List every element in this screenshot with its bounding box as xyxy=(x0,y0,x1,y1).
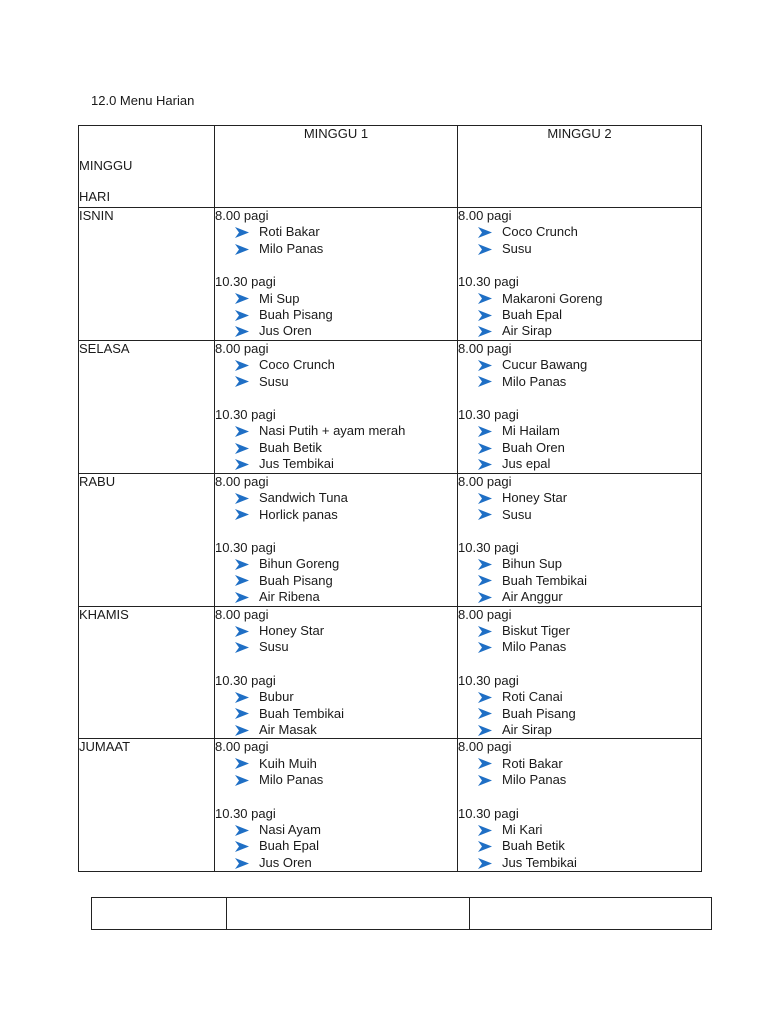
menu-item-label: Bihun Goreng xyxy=(259,556,340,572)
menu-item-label: Jus Tembikai xyxy=(259,456,334,472)
menu-item-label: Susu xyxy=(259,373,289,389)
week1-meal-cell xyxy=(215,606,458,739)
arrow-bullet-icon xyxy=(235,376,249,387)
menu-item-label: Biskut Tiger xyxy=(502,622,570,638)
menu-item-label: Roti Bakar xyxy=(259,224,320,240)
menu-item-label: Air Masak xyxy=(259,721,317,737)
empty-cell xyxy=(92,898,227,929)
menu-item-label: Milo Panas xyxy=(259,772,324,788)
menu-item-label: Buah Oren xyxy=(502,439,565,455)
menu-item-label: Buah Tembikai xyxy=(259,705,345,721)
menu-item-label: Milo Panas xyxy=(259,240,324,256)
day-row xyxy=(79,473,702,606)
menu-item-label: Bihun Sup xyxy=(502,556,562,572)
arrow-bullet-icon xyxy=(235,227,249,238)
week1-meal-cell xyxy=(215,340,458,473)
menu-item-label: Jus Oren xyxy=(259,854,312,870)
arrow-bullet-icon xyxy=(235,360,249,371)
menu-item-label: Air Sirap xyxy=(502,721,552,737)
arrow-bullet-icon xyxy=(235,626,249,637)
arrow-bullet-icon xyxy=(478,575,492,586)
menu-item xyxy=(458,291,701,307)
menu-item xyxy=(458,639,701,655)
menu-item-label: Jus Oren xyxy=(259,323,312,339)
menu-item xyxy=(458,224,701,240)
menu-item-label: Kuih Muih xyxy=(259,755,317,771)
menu-item xyxy=(458,589,701,605)
menu-item xyxy=(458,440,701,456)
menu-item xyxy=(458,855,701,871)
menu-item xyxy=(458,838,701,854)
day-name: KHAMIS xyxy=(79,606,215,739)
meal-time: 8.00 pagi xyxy=(215,606,269,622)
arrow-bullet-icon xyxy=(478,293,492,304)
menu-item-label: Honey Star xyxy=(259,622,325,638)
menu-item xyxy=(458,822,701,838)
arrow-bullet-icon xyxy=(235,708,249,719)
meal-time: 10.30 pagi xyxy=(215,672,276,688)
arrow-bullet-icon xyxy=(235,310,249,321)
menu-item xyxy=(215,423,457,439)
header-row xyxy=(79,126,702,208)
menu-table xyxy=(78,125,702,872)
meal-time: 10.30 pagi xyxy=(215,407,276,423)
menu-item-label: Coco Crunch xyxy=(259,357,335,373)
day-row xyxy=(79,606,702,739)
menu-item-label: Susu xyxy=(502,506,532,522)
menu-item-label: Milo Panas xyxy=(502,373,567,389)
menu-item xyxy=(215,307,457,323)
menu-item-label: Roti Bakar xyxy=(502,755,563,771)
menu-item xyxy=(215,706,457,722)
arrow-bullet-icon xyxy=(478,509,492,520)
menu-item xyxy=(215,374,457,390)
menu-item-label: Air Anggur xyxy=(502,589,563,605)
arrow-bullet-icon xyxy=(478,825,492,836)
arrow-bullet-icon xyxy=(235,775,249,786)
menu-item xyxy=(458,307,701,323)
arrow-bullet-icon xyxy=(235,509,249,520)
menu-item xyxy=(458,556,701,572)
arrow-bullet-icon xyxy=(478,642,492,653)
meal-time: 8.00 pagi xyxy=(215,208,269,223)
arrow-bullet-icon xyxy=(478,310,492,321)
day-name: ISNIN xyxy=(79,208,215,341)
arrow-bullet-icon xyxy=(235,443,249,454)
meal-time: 8.00 pagi xyxy=(215,473,269,489)
arrow-bullet-icon xyxy=(235,692,249,703)
menu-item xyxy=(458,689,701,705)
menu-item-label: Mi Kari xyxy=(502,822,543,837)
arrow-bullet-icon xyxy=(235,841,249,852)
meal-time: 10.30 pagi xyxy=(215,539,276,555)
arrow-bullet-icon xyxy=(235,825,249,836)
menu-item xyxy=(215,756,457,772)
arrow-bullet-icon xyxy=(478,758,492,769)
menu-item xyxy=(458,423,701,439)
menu-item xyxy=(458,323,701,339)
empty-cell xyxy=(227,898,470,929)
meal-time: 8.00 pagi xyxy=(458,340,512,356)
menu-item-label: Buah Betik xyxy=(259,439,322,455)
menu-item-label: Makaroni Goreng xyxy=(502,290,603,306)
menu-item-label: Air Sirap xyxy=(502,323,552,339)
menu-item-label: Nasi Putih + ayam merah xyxy=(259,423,406,439)
arrow-bullet-icon xyxy=(478,326,492,337)
arrow-bullet-icon xyxy=(478,227,492,238)
menu-item-label: Roti Canai xyxy=(502,689,563,705)
menu-item xyxy=(458,623,701,639)
menu-item-label: Mi Sup xyxy=(259,290,300,306)
menu-item xyxy=(458,241,701,257)
empty-cell xyxy=(470,898,711,929)
meal-time: 8.00 pagi xyxy=(215,739,269,755)
arrow-bullet-icon xyxy=(478,626,492,637)
meal-time: 8.00 pagi xyxy=(458,208,512,223)
page-title: 12.0 Menu Harian xyxy=(91,93,195,108)
arrow-bullet-icon xyxy=(478,244,492,255)
menu-item xyxy=(215,855,457,871)
menu-item xyxy=(458,357,701,373)
menu-item xyxy=(215,822,457,838)
arrow-bullet-icon xyxy=(235,575,249,586)
menu-item xyxy=(458,507,701,523)
menu-item-label: Honey Star xyxy=(502,490,568,506)
meal-time: 10.30 pagi xyxy=(458,274,519,290)
menu-item xyxy=(215,507,457,523)
week2-meal-cell xyxy=(458,473,702,606)
menu-item xyxy=(458,490,701,506)
arrow-bullet-icon xyxy=(235,642,249,653)
menu-item xyxy=(458,706,701,722)
menu-item-label: Nasi Ayam xyxy=(259,822,321,837)
meal-time: 10.30 pagi xyxy=(458,672,519,688)
arrow-bullet-icon xyxy=(478,443,492,454)
arrow-bullet-icon xyxy=(478,592,492,603)
meal-time: 8.00 pagi xyxy=(215,340,269,356)
menu-item-label: Cucur Bawang xyxy=(502,357,588,373)
arrow-bullet-icon xyxy=(478,841,492,852)
menu-item xyxy=(215,623,457,639)
week2-meal-cell xyxy=(458,739,702,872)
day-row xyxy=(79,739,702,872)
menu-item xyxy=(215,573,457,589)
menu-item xyxy=(215,456,457,472)
menu-item xyxy=(215,639,457,655)
day-name: RABU xyxy=(79,473,215,606)
meal-time: 8.00 pagi xyxy=(458,739,512,755)
arrow-bullet-icon xyxy=(235,559,249,570)
day-name: JUMAAT xyxy=(79,739,215,872)
week2-meal-cell xyxy=(458,606,702,739)
meal-time: 8.00 pagi xyxy=(458,473,512,489)
header-day-cell xyxy=(79,126,215,208)
menu-item xyxy=(215,490,457,506)
week2-header: MINGGU 2 xyxy=(458,126,702,208)
day-row xyxy=(79,208,702,341)
meal-time: 10.30 pagi xyxy=(458,407,519,423)
arrow-bullet-icon xyxy=(235,293,249,304)
arrow-bullet-icon xyxy=(235,493,249,504)
arrow-bullet-icon xyxy=(478,376,492,387)
menu-item-label: Bubur xyxy=(259,689,294,705)
menu-item xyxy=(215,224,457,240)
menu-item-label: Jus Tembikai xyxy=(502,854,577,870)
day-name: SELASA xyxy=(79,340,215,473)
menu-item xyxy=(458,756,701,772)
arrow-bullet-icon xyxy=(478,493,492,504)
menu-item-label: Buah Epal xyxy=(502,307,562,323)
menu-item xyxy=(458,573,701,589)
menu-item-label: Buah Betik xyxy=(502,838,565,854)
arrow-bullet-icon xyxy=(235,858,249,869)
menu-item xyxy=(215,440,457,456)
menu-item xyxy=(215,589,457,605)
week2-meal-cell xyxy=(458,340,702,473)
meal-time: 10.30 pagi xyxy=(458,539,519,555)
menu-item xyxy=(215,291,457,307)
menu-item-label: Horlick panas xyxy=(259,506,338,522)
week1-meal-cell xyxy=(215,208,458,341)
arrow-bullet-icon xyxy=(478,360,492,371)
arrow-bullet-icon xyxy=(478,426,492,437)
meal-time: 10.30 pagi xyxy=(458,805,519,821)
menu-item-label: Susu xyxy=(502,240,532,256)
menu-item-label: Buah Pisang xyxy=(502,705,576,721)
menu-item xyxy=(458,374,701,390)
menu-item-label: Jus epal xyxy=(502,456,551,472)
menu-item xyxy=(215,357,457,373)
menu-item xyxy=(215,323,457,339)
arrow-bullet-icon xyxy=(478,775,492,786)
meal-time: 10.30 pagi xyxy=(215,805,276,821)
week1-meal-cell xyxy=(215,739,458,872)
minggu-label: MINGGU xyxy=(79,158,133,173)
menu-item-label: Coco Crunch xyxy=(502,224,578,240)
menu-item-label: Air Ribena xyxy=(259,589,320,605)
menu-item xyxy=(458,456,701,472)
arrow-bullet-icon xyxy=(478,692,492,703)
hari-label: HARI xyxy=(79,189,111,204)
arrow-bullet-icon xyxy=(235,725,249,736)
week1-meal-cell xyxy=(215,473,458,606)
menu-item xyxy=(458,722,701,738)
menu-item-label: Milo Panas xyxy=(502,772,567,788)
arrow-bullet-icon xyxy=(478,708,492,719)
arrow-bullet-icon xyxy=(478,559,492,570)
menu-item xyxy=(215,689,457,705)
menu-item-label: Sandwich Tuna xyxy=(259,490,348,506)
arrow-bullet-icon xyxy=(235,426,249,437)
meal-time: 8.00 pagi xyxy=(458,606,512,622)
menu-item-label: Buah Pisang xyxy=(259,572,333,588)
menu-item xyxy=(215,556,457,572)
arrow-bullet-icon xyxy=(235,244,249,255)
menu-item xyxy=(215,722,457,738)
menu-item-label: Buah Pisang xyxy=(259,307,333,323)
arrow-bullet-icon xyxy=(478,459,492,470)
arrow-bullet-icon xyxy=(478,725,492,736)
menu-item-label: Buah Tembikai xyxy=(502,572,588,588)
meal-time: 10.30 pagi xyxy=(215,274,276,290)
day-row xyxy=(79,340,702,473)
menu-item-label: Milo Panas xyxy=(502,639,567,655)
menu-item-label: Mi Hailam xyxy=(502,423,560,439)
arrow-bullet-icon xyxy=(235,326,249,337)
menu-item xyxy=(215,772,457,788)
menu-item xyxy=(458,772,701,788)
week1-header: MINGGU 1 xyxy=(215,126,458,208)
arrow-bullet-icon xyxy=(235,758,249,769)
menu-item xyxy=(215,241,457,257)
menu-item xyxy=(215,838,457,854)
arrow-bullet-icon xyxy=(235,592,249,603)
menu-item-label: Buah Epal xyxy=(259,838,319,854)
arrow-bullet-icon xyxy=(478,858,492,869)
arrow-bullet-icon xyxy=(235,459,249,470)
week2-meal-cell xyxy=(458,208,702,341)
menu-item-label: Susu xyxy=(259,639,289,655)
empty-table-row xyxy=(91,897,712,930)
